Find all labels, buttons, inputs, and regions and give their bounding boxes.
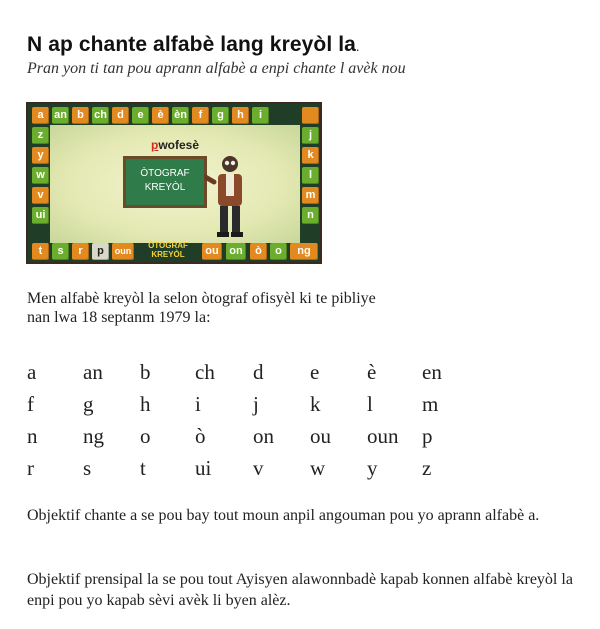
letter-tile: n (302, 207, 319, 224)
alphabet-letter: p (422, 424, 433, 448)
brand-rest: wofesè (158, 138, 200, 152)
alphabet-letter: i (195, 392, 201, 416)
letter-tile: è (152, 107, 169, 124)
alphabet-letter: v (253, 456, 264, 480)
alphabet-letter: e (310, 360, 320, 384)
letter-tile: t (32, 243, 49, 260)
alphabet-letter: è (367, 360, 377, 384)
alphabet-letter: j (253, 392, 259, 416)
description-line-1: Men alfabè kreyòl la selon òtograf ofisyèl ki te pibliye (27, 290, 376, 307)
alphabet-letter: d (253, 360, 264, 384)
alphabet-letter: r (27, 456, 34, 480)
alphabet-letter: ou (310, 424, 331, 448)
letter-tile: o (270, 243, 287, 260)
alphabet-letter: n (27, 424, 38, 448)
alphabet-letter: ng (83, 424, 104, 448)
letter-tile: b (72, 107, 89, 124)
letter-tile: y (32, 147, 49, 164)
letter-tile: l (302, 167, 319, 184)
objective-paragraph-1: Objektif chante a se pou bay tout moun anpil angouman pou yo aprann alfabè a. (27, 507, 540, 524)
page-title (27, 33, 360, 57)
letter-tile: k (302, 147, 319, 164)
banner-otograf-badge (138, 241, 198, 261)
letter-tile: g (212, 107, 229, 124)
alphabet-letter: en (422, 360, 442, 384)
letter-tile: p (92, 243, 109, 260)
alphabet-letter: ui (195, 456, 212, 480)
letter-tile: j (302, 127, 319, 144)
alphabet-letter: b (140, 360, 151, 384)
alphabet-letter: an (83, 360, 103, 384)
letter-tile: ch (92, 107, 109, 124)
description-line-2: nan lwa 18 septanm 1979 la: (27, 309, 211, 326)
badge-line-1: ÒTOGRAF (148, 241, 188, 250)
alphabet-letter: o (140, 424, 151, 448)
letter-tile: i (252, 107, 269, 124)
page-subtitle: Pran yon ti tan pou aprann alfabè a enpi chante l avèk nou (27, 60, 406, 77)
letter-tile: m (302, 187, 319, 204)
letter-tile: r (72, 243, 89, 260)
badge-line-2: KREYÒL (151, 250, 185, 259)
alphabet-letter: g (83, 392, 94, 416)
letter-tile: an (52, 107, 69, 124)
alphabet-description (27, 289, 376, 327)
alphabet-letter: m (422, 392, 439, 416)
alphabet-letter: w (310, 456, 326, 480)
letter-tile: ui (32, 207, 49, 224)
chalkboard-line-2: KREYÒL (144, 182, 186, 193)
banner-chalkboard (123, 156, 207, 208)
alphabet-letter: y (367, 456, 378, 480)
page-title-text: N ap chante alfabè lang kreyòl la (27, 33, 356, 56)
alphabet-letter: l (367, 392, 373, 416)
alphabet-letter: t (140, 456, 146, 480)
letter-tile: w (32, 167, 49, 184)
alphabet-letter: z (422, 456, 432, 480)
alphabet-letter: s (83, 456, 92, 480)
alphabet-letter: h (140, 392, 151, 416)
letter-tile: d (112, 107, 129, 124)
letter-tile: on (226, 243, 246, 260)
alphabet-letter: on (253, 424, 274, 448)
alphabet-letter: oun (367, 424, 399, 448)
alphabet-letter: k (310, 392, 321, 416)
letter-tile: e (132, 107, 149, 124)
teacher-figure-icon (204, 152, 252, 240)
brand-initial: p (151, 138, 159, 152)
objective-paragraph-2: Objektif prensipal la se pou tout Ayisyen alawonnbadè kapab konnen alfabè kreyòl la enpi pou yo kapab sèvi avèk li byen alèz. (27, 571, 573, 609)
alphabet-letter: a (27, 360, 37, 384)
letter-tile: z (32, 127, 49, 144)
alphabet-letter: ch (195, 360, 215, 384)
letter-tile: a (32, 107, 49, 124)
letter-tile (302, 107, 319, 124)
letter-tile: èn (172, 107, 189, 124)
letter-tile: s (52, 243, 69, 260)
letter-tile: v (32, 187, 49, 204)
banner-brand-logo (151, 138, 199, 152)
letter-tile: ou (202, 243, 222, 260)
page-title-dot: . (355, 39, 360, 54)
letter-tile: ò (250, 243, 267, 260)
letter-tile: ng (290, 243, 318, 260)
letter-tile: oun (112, 243, 134, 260)
chalkboard-line-1: ÒTOGRAF (140, 168, 190, 179)
letter-tile: f (192, 107, 209, 124)
alphabet-banner-image (26, 102, 322, 264)
letter-tile: h (232, 107, 249, 124)
alphabet-letter: ò (195, 424, 206, 448)
alphabet-letter: f (27, 392, 34, 416)
